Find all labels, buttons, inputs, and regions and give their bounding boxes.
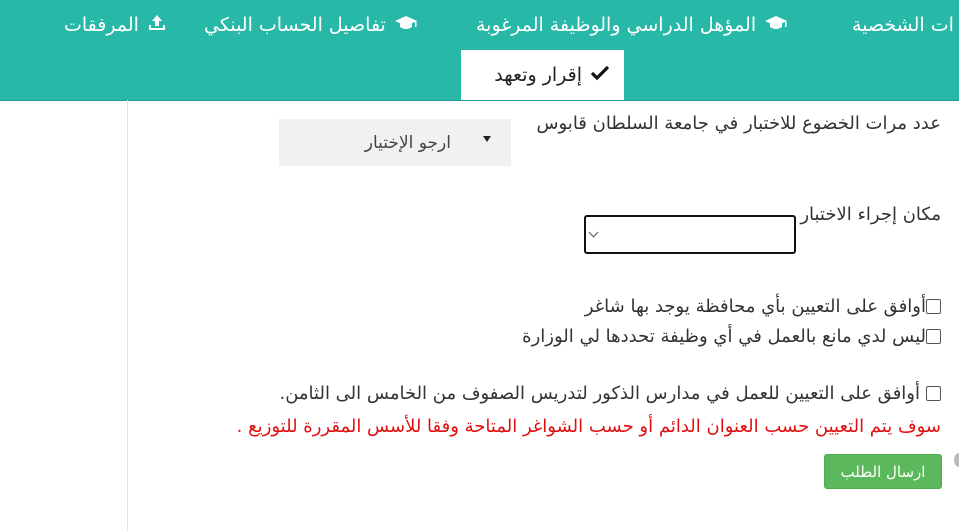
exam-count-label: عدد مرات الخضوع للاختبار في جامعة السلطان قابوس xyxy=(536,113,941,134)
check-boys-schools[interactable] xyxy=(279,383,941,404)
check-label: أوافق على التعيين للعمل في مدارس الذكور لتدريس الصفوف من الخامس الى الثامن. xyxy=(279,383,920,404)
exam-place-select[interactable] xyxy=(584,215,796,254)
tab-bank-details[interactable] xyxy=(204,0,418,50)
tab-label: تفاصيل الحساب البنكي xyxy=(204,14,386,36)
submit-request-button[interactable]: ارسال الطلب xyxy=(824,454,942,489)
tab-personal-data[interactable] xyxy=(852,0,954,50)
distribution-notice: سوف يتم التعيين حسب العنوان الدائم أو حسب الشواغر المتاحة وفقا للأسس المقررة للتوزيع . xyxy=(236,416,941,437)
tab-label: ات الشخصية xyxy=(852,14,954,36)
exam-place-label: مكان إجراء الاختبار xyxy=(800,204,941,225)
tab-label: المؤهل الدراسي والوظيفة المرغوبة xyxy=(476,14,757,36)
chevron-down-icon xyxy=(589,228,599,238)
check-any-job[interactable] xyxy=(522,326,941,347)
tab-label: المرفقات xyxy=(64,14,139,36)
checkbox[interactable] xyxy=(926,329,941,344)
tab-label: إقرار وتعهد xyxy=(494,64,582,86)
exam-count-select[interactable] xyxy=(279,119,511,166)
graduation-cap-icon xyxy=(764,14,788,36)
tab-declaration[interactable] xyxy=(461,50,624,100)
check-icon xyxy=(590,64,610,86)
checkbox[interactable] xyxy=(926,299,941,314)
check-label: ليس لدي مانع بالعمل في أي وظيفة تحددها لي الوزارة xyxy=(522,326,926,347)
tab-attachments[interactable] xyxy=(64,0,167,50)
content-divider xyxy=(127,100,128,531)
check-any-governorate[interactable] xyxy=(585,296,941,317)
graduation-cap-icon xyxy=(394,14,418,36)
tab-qualification[interactable] xyxy=(476,0,788,50)
upload-icon xyxy=(147,14,167,37)
checkbox[interactable] xyxy=(926,386,941,401)
scrollbar-handle[interactable] xyxy=(954,453,959,467)
dropdown-arrow-icon xyxy=(483,136,491,142)
top-nav-bar xyxy=(0,0,959,101)
exam-count-select-value: ارجو الإختيار xyxy=(364,132,451,153)
check-label: أوافق على التعيين بأي محافظة يوجد بها شاغر xyxy=(584,296,926,317)
